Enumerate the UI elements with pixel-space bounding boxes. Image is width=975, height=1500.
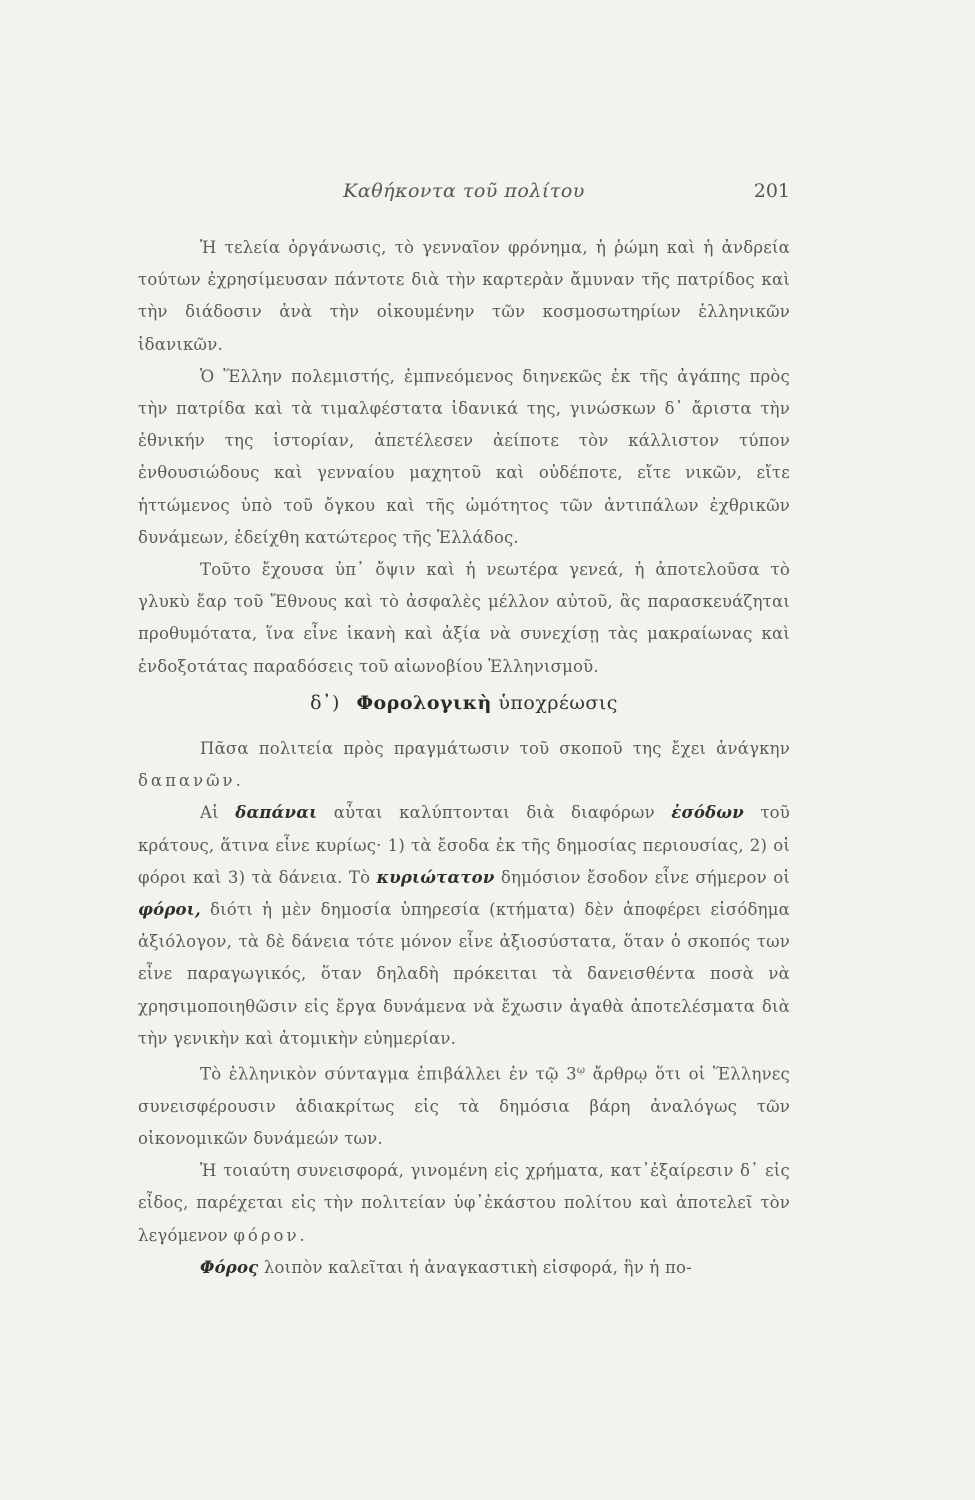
paragraph-greek-warrior: Ὁ Ἕλλην πολεμιστής, ἐμπνεόμενος διηνεκῶς ἐκ τῆς ἀγάπης πρὸς τὴν πατρίδα καὶ τὰ τιμαλφέστατα ἰδανικά της, γινώσκων δ᾽ ἄριστα τὴν ἐθνικήν της ἱστορίαν, ἀπετέλεσεν ἀείποτε τὸν κάλλιστον τύπον ἐνθουσιώδους καὶ γενναίου μαχητοῦ καὶ οὐδέποτε, εἴτε νικῶν, εἴτε ἡττώμενος ὑπὸ τοῦ ὄγκου καὶ τῆς ὠμότητος τῶν ἀντιπάλων ἐχθρικῶν δυνάμεων, ἐδείχθη κατώτερος τῆς Ἑλλάδος. bbox=[138, 366, 790, 547]
page-number: 201 bbox=[753, 180, 790, 202]
term-dapanai: δαπάναι bbox=[235, 803, 318, 823]
p4-text: Πᾶσα πολιτεία πρὸς πραγμάτωσιν τοῦ σκοποῦ της ἔχει ἀνάγκην bbox=[200, 739, 790, 759]
p5-text-1: Αἱ bbox=[200, 803, 219, 823]
paragraph-younger-generation: Τοῦτο ἔχουσα ὑπ᾽ ὄψιν καὶ ἡ νεωτέρα γενεά, ἡ ἀποτελοῦσα τὸ γλυκὺ ἔαρ τοῦ Ἔθνους καὶ τὸ ἀσφαλὲς μέλλον αὐτοῦ, ἂς παρασκευάζηται προθυμότατα, ἵνα εἶνε ἱκανὴ καὶ ἀξία νὰ συνεχίσῃ τὰς μακραίωνας καὶ ἐνδοξοτάτας παραδόσεις τοῦ αἰωνοβίου Ἑλληνισμοῦ. bbox=[138, 560, 790, 676]
p8-text: λοιπὸν καλεῖται ἡ ἀναγκαστικὴ εἰσφορά, ἣν ἡ πο- bbox=[263, 1257, 692, 1277]
paragraph-revenue-sources bbox=[138, 797, 790, 1055]
paragraph-state-expenses bbox=[138, 733, 790, 797]
section-label: δ᾽) bbox=[310, 691, 340, 714]
p6-text-before: Τὸ ἑλληνικὸν σύνταγμα ἐπιβάλλει ἐν τῷ 3 bbox=[200, 1064, 577, 1084]
term-esodon: ἐσόδων bbox=[671, 803, 744, 823]
section-title-bold: Φορολογικὴ bbox=[356, 691, 492, 714]
term-foros: Φόρος bbox=[200, 1257, 259, 1277]
p5-text-3: τοῦ κράτους, ἅτινα εἶνε κυρίως· 1) τὰ ἔσοδα ἐκ τῆς δημοσίας περιουσίας, 2) οἱ φόροι καὶ 3) τὰ δάνεια. Τὸ bbox=[138, 803, 791, 887]
section-title-rest: ὑποχρέωσις bbox=[498, 691, 618, 714]
running-header bbox=[138, 180, 790, 210]
body-text bbox=[138, 232, 790, 1284]
p5-text-5: διότι ἡ μὲν δημοσία ὑπηρεσία (κτήματα) δὲν ἀποφέρει εἰσόδημα ἀξιόλογον, τὰ δὲ δάνεια τότε μόνον εἶνε ἀξιοσύστατα, ὅταν ὁ σκοπός των εἶνε παραγωγικός, ὅταν δηλαδὴ πρόκειται τὰ δανεισθέντα ποσὰ νὰ χρησιμοποιηθῶσιν εἰς ἔργα δυνάμενα νὰ ἔχωσιν ἀγαθὰ ἀποτελέσματα διὰ τὴν γενικὴν καὶ ἀτομικὴν εὐημερίαν. bbox=[138, 900, 791, 1048]
term-kyriotaton: κυριώτατον bbox=[376, 867, 495, 887]
running-title: Καθήκοντα τοῦ πολίτου bbox=[343, 180, 585, 202]
p6-ordinal: ῳ bbox=[576, 1065, 586, 1077]
p4-spaced-word: δαπανῶν. bbox=[138, 771, 244, 791]
p6-text-after: ἄρθρῳ ὅτι οἱ Ἕλληνες συνεισφέρουσιν ἀδιακρίτως εἰς τὰ δημόσια βάρη ἀναλόγως τῶν οἰκονομικῶν δυνάμεών των. bbox=[138, 1064, 790, 1148]
paragraph-contribution bbox=[138, 1155, 790, 1252]
paragraph-organization: Ἡ τελεία ὀργάνωσις, τὸ γενναῖον φρόνημα, ἡ ῥώμη καὶ ἡ ἀνδρεία τούτων ἐχρησίμευσαν πάντοτε διὰ τὴν καρτερὰν ἄμυναν τῆς πατρίδος καὶ τὴν διάδοσιν ἀνὰ τὴν οἰκουμένην τῶν κοσμοσωτηρίων ἑλληνικῶν ἰδανικῶν. bbox=[138, 238, 790, 354]
p7-spaced-word: φόρον. bbox=[233, 1225, 308, 1245]
term-foroi: φόροι, bbox=[138, 900, 201, 920]
p7-text: Ἡ τοιαύτη συνεισφορά, γινομένη εἰς χρήματα, κατ᾽ἐξαίρεσιν δ᾽ εἰς εἶδος, παρέχεται εἰς τὴν πολιτείαν ὑφ᾽ἑκάστου πολίτου καὶ ἀποτελεῖ τὸν λεγόμενον bbox=[138, 1161, 790, 1245]
p5-text-2: αὗται καλύπτονται διὰ διαφόρων bbox=[333, 803, 655, 823]
paragraph-tax-definition bbox=[138, 1252, 790, 1284]
p5-text-4: δημόσιον ἔσοδον εἶνε σήμερον οἱ bbox=[500, 867, 791, 887]
section-heading bbox=[138, 687, 790, 719]
paragraph-constitution bbox=[138, 1055, 790, 1155]
